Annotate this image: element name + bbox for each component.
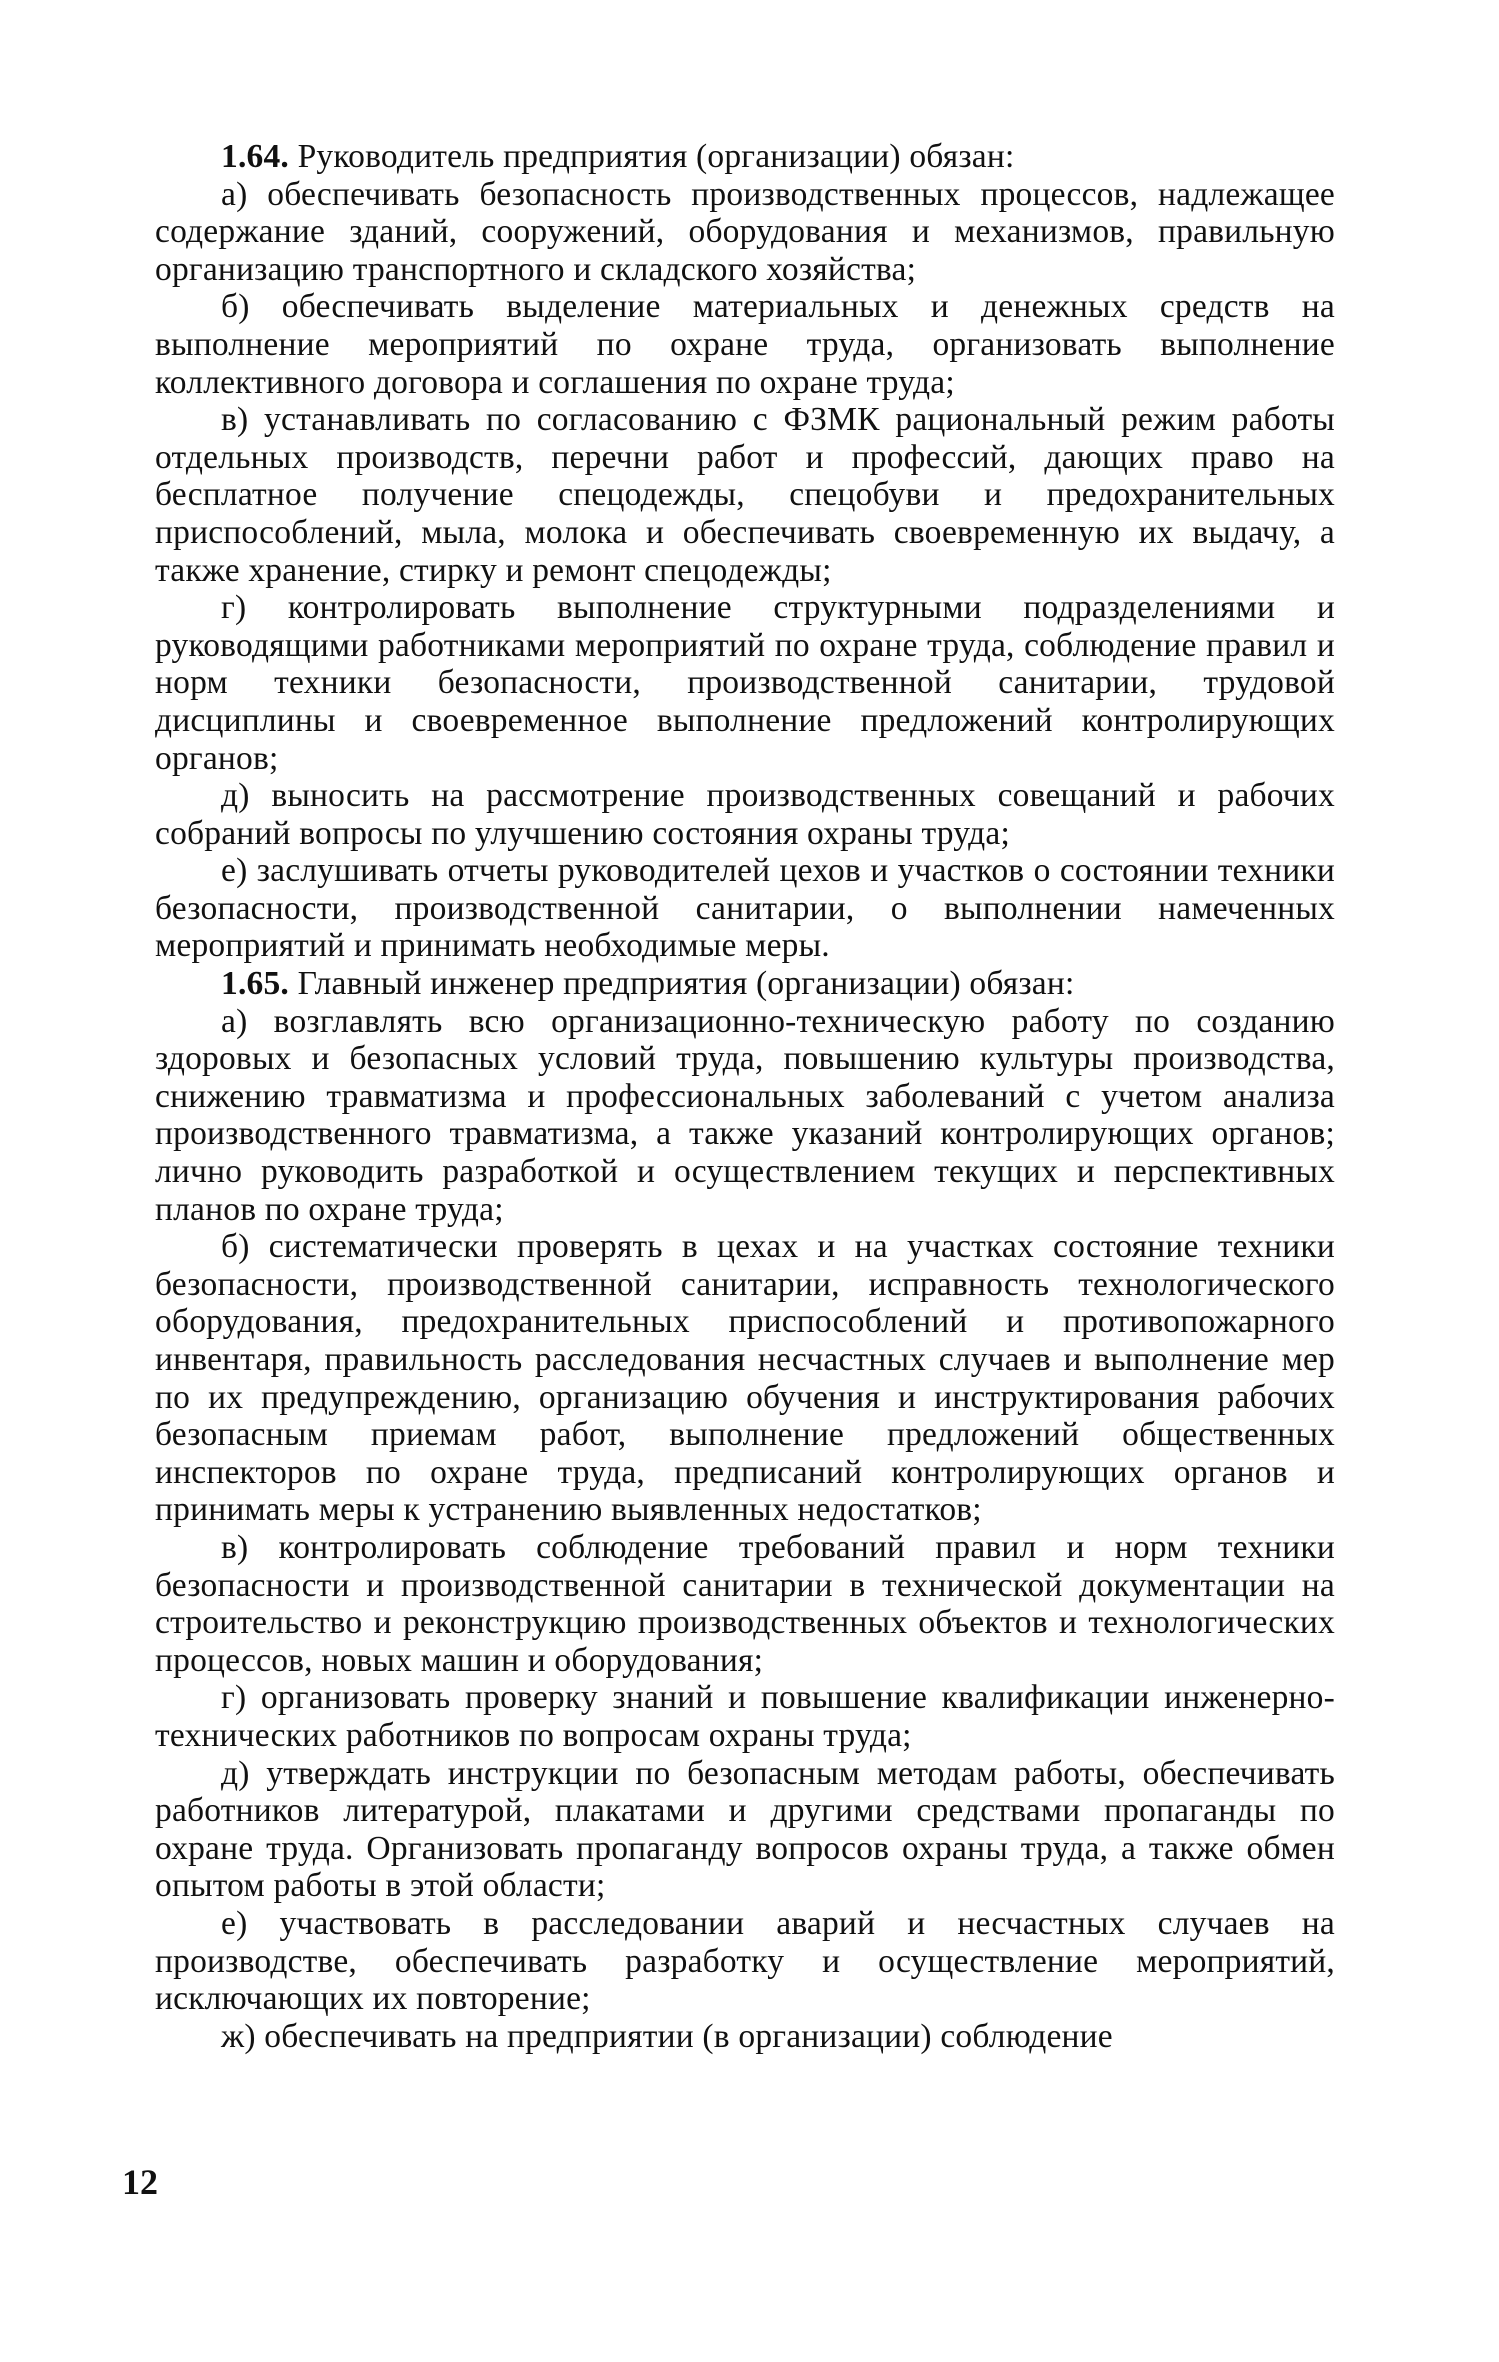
- section-heading: [155, 965, 1335, 1003]
- paragraph-item: б) систематически проверять в цехах и на участках состояние техники безопасности, производственной санитарии, исправность технологического оборудования, предохранительных приспособлений и противопожарного инвентаря, правильность расследования несчастных случаев и выполнение мер по их предупреждению, организацию обучения и инструктирования рабочих безопасным приемам работ, выполнение предложений общественных инспекторов по охране труда, предписаний контролирующих органов и принимать меры к устранению выявленных недостатков;: [155, 1228, 1335, 1529]
- section-heading-text: Руководитель предприятия (организации) обязан:: [297, 138, 1015, 175]
- paragraph-item: ж) обеспечивать на предприятии (в организации) соблюдение: [221, 2017, 1113, 2055]
- paragraph-item: е) заслушивать отчеты руководителей цехов и участков о состоянии техники безопасности, производственной санитарии, о выполнении намеченных мероприятий и принимать необходимые меры.: [155, 852, 1335, 965]
- paragraph-item: б) обеспечивать выделение материальных и денежных средств на выполнение мероприятий по охране труда, организовать выполнение коллективного договора и соглашения по охране труда;: [155, 288, 1335, 401]
- page-body: [155, 138, 1335, 2055]
- paragraph-item: г) контролировать выполнение структурными подразделениями и руководящими работниками мероприятий по охране труда, соблюдение правил и норм техники безопасности, производственной санитарии, трудовой дисциплины и своевременное выполнение предложений контролирующих органов;: [155, 589, 1335, 777]
- paragraph-item: г) организовать проверку знаний и повышение квалификации инженерно-технических работников по вопросам охраны труда;: [155, 1679, 1335, 1754]
- paragraph-item: в) устанавливать по согласованию с ФЗМК рациональный режим работы отдельных производств, перечни работ и профессий, дающих право на бесплатное получение спецодежды, спецобуви и предохранительных приспособлений, мыла, молока и обеспечивать своевременную их выдачу, а также хранение, стирку и ремонт спецодежды;: [155, 401, 1335, 589]
- paragraph-item: д) утверждать инструкции по безопасным методам работы, обеспечивать работников литературой, плакатами и другими средствами пропаганды по охране труда. Организовать пропаганду вопросов охраны труда, а также обмен опытом работы в этой области;: [155, 1754, 1335, 1905]
- paragraph-item: д) выносить на рассмотрение производственных совещаний и рабочих собраний вопросы по улучшению состояния охраны труда;: [155, 777, 1335, 852]
- paragraph-item: е) участвовать в расследовании аварий и несчастных случаев на производстве, обеспечивать разработку и осуществление мероприятий, исключающих их повторение;: [155, 1904, 1335, 2018]
- paragraph-item: а) обеспечивать безопасность производственных процессов, надлежащее содержание зданий, сооружений, оборудования и механизмов, правильную организацию транспортного и складского хозяйства;: [155, 175, 1335, 288]
- paragraph-item: в) контролировать соблюдение требований правил и норм техники безопасности и производственной санитарии в технической документации на строительство и реконструкцию производственных объектов и технологических процессов, новых машин и оборудования;: [155, 1528, 1335, 1679]
- paragraph-item: а) возглавлять всю организационно-техническую работу по созданию здоровых и безопасных условий труда, повышению культуры производства, снижению травматизма и профессиональных заболеваний с учетом анализа производственного травматизма, а также указаний контролирующих органов; лично руководить разработкой и осуществлением текущих и перспективных планов по охране труда;: [155, 1002, 1335, 1228]
- section-heading: [155, 138, 1335, 176]
- section-number: 1.64.: [221, 138, 289, 175]
- page-number: 12: [122, 2162, 158, 2202]
- section-number: 1.65.: [221, 965, 289, 1003]
- section-heading-text: Главный инженер предприятия (организации) обязан:: [297, 965, 1075, 1003]
